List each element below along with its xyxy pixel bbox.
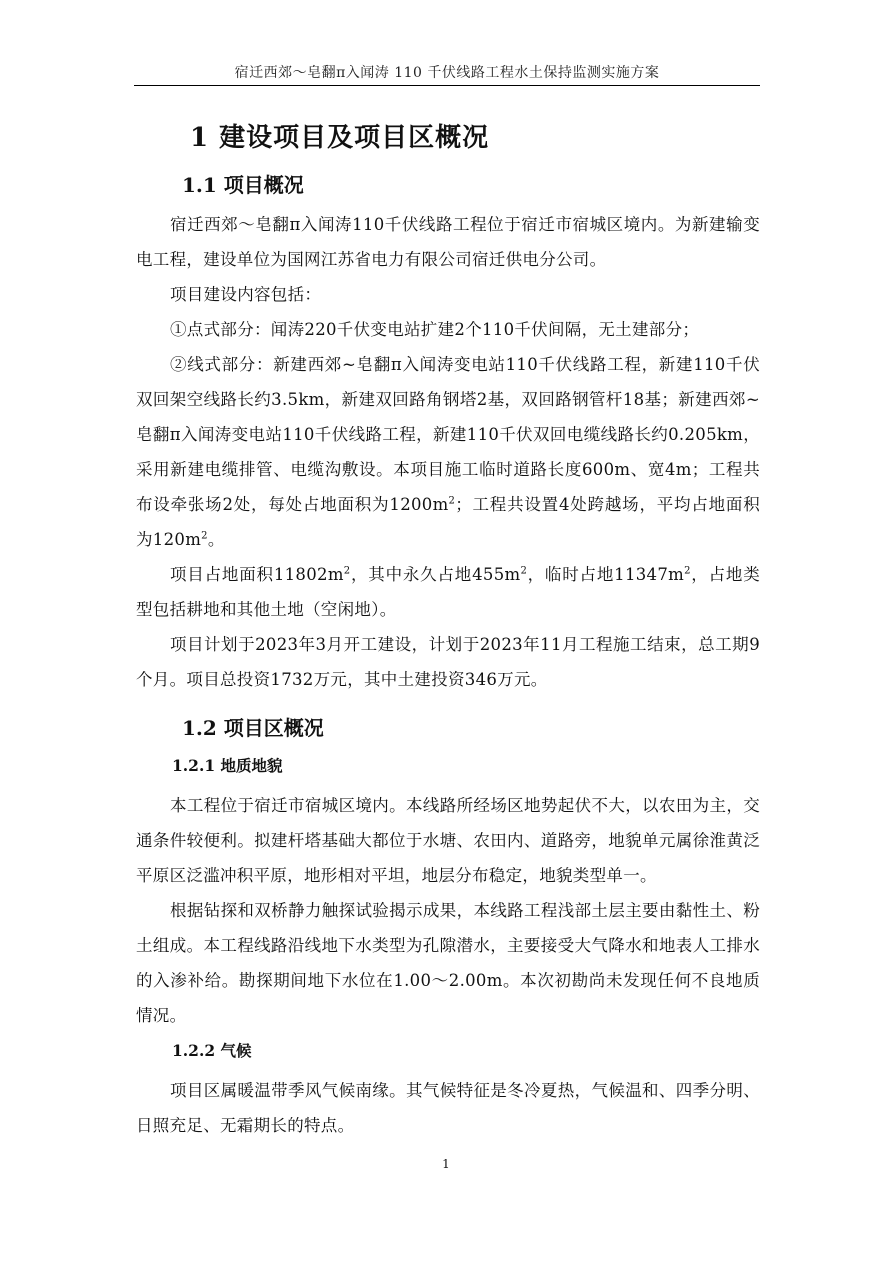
- paragraph-schedule-investment: 项目计划于2023年3月开工建设，计划于2023年11月工程施工结束，总工期9个月。项目总投资1732万元，其中土建投资346万元。: [136, 635, 760, 689]
- subsection-title-geology: 1.2.1 地质地貌: [172, 756, 283, 775]
- superscript: 2: [448, 495, 456, 507]
- paragraph-geomorphology: 本工程位于宿迁市宿城区境内。本线路所经场区地势起伏不大，以农田为主，交通条件较便利。拟建杆塔基础大都位于水塘、农田内、道路旁，地貌单元属徐淮黄泛平原区泛滥冲积平原，地形相对平坦，地层分布稳定，地貌类型单一。: [136, 796, 760, 885]
- superscript: 2: [201, 530, 208, 542]
- paragraph-construction-intro: 项目建设内容包括：: [170, 285, 322, 304]
- running-header: 宿迁西郊～皂翻π入闻涛 110 千伏线路工程水土保持监测实施方案: [234, 65, 660, 81]
- paragraph-project-location: 宿迁西郊～皂翻π入闻涛110千伏线路工程位于宿迁市宿城区境内。为新建输变电工程，建设单位为国网江苏省电力有限公司宿迁供电分公司。: [136, 215, 760, 269]
- line-works-text-c: 。: [207, 530, 225, 549]
- section-title-1-1: 1.1 项目概况: [182, 173, 304, 197]
- paragraph-point-works: ①点式部分：闻涛220千伏变电站扩建2个110千伏间隔，无土建部分；: [170, 320, 700, 339]
- superscript: 2: [520, 565, 528, 577]
- paragraph-climate: 项目区属暖温带季风气候南缘。其气候特征是冬冷夏热，气候温和、四季分明、日照充足、无霜期长的特点。: [136, 1081, 760, 1135]
- line-works-text-a: ②线式部分：新建西郊~皂翻π入闻涛变电站110千伏线路工程，新建110千伏双回架空线路长约3.5km，新建双回路角钢塔2基，双回路钢管杆18基；新建西郊~皂翻π入闻涛变电站110千伏线路工程，新建110千伏双回电缆线路长约0.205km，采用新建电缆排管、电缆沟敷设。本项目施工临时道路长度600m、宽4m；工程共布设牵张场2处，每处占地面积为1200m: [136, 355, 760, 514]
- paragraph-line-works: [136, 347, 760, 557]
- section-title-1-2: 1.2 项目区概况: [182, 716, 324, 740]
- chapter-title: 1 建设项目及项目区概况: [190, 123, 490, 153]
- page-number: 1: [442, 1157, 450, 1171]
- superscript: 2: [343, 565, 351, 577]
- line-works-text-b: ；工程共设置4处跨越场，平均占地面积为120m: [136, 495, 761, 549]
- header-rule: [134, 85, 760, 86]
- paragraph-land-occupation: [136, 557, 760, 627]
- land-text-d: ，占地类型包括耕地和其他土地（空闲地）。: [136, 565, 761, 619]
- superscript: 2: [684, 565, 691, 577]
- paragraph-geology-survey: 根据钻探和双桥静力触探试验揭示成果，本线路工程浅部土层主要由黏性土、粉土组成。本工程线路沿线地下水类型为孔隙潜水，主要接受大气降水和地表人工排水的入渗补给。勘探期间地下水位在1.00～2.00m。本次初勘尚未发现任何不良地质情况。: [136, 901, 760, 1025]
- land-text-b: ，其中永久占地455m: [350, 565, 521, 584]
- land-text-a: 项目占地面积11802m: [170, 565, 344, 584]
- land-text-c: ，临时占地11347m: [527, 565, 685, 584]
- subsection-title-climate: 1.2.2 气候: [172, 1041, 252, 1060]
